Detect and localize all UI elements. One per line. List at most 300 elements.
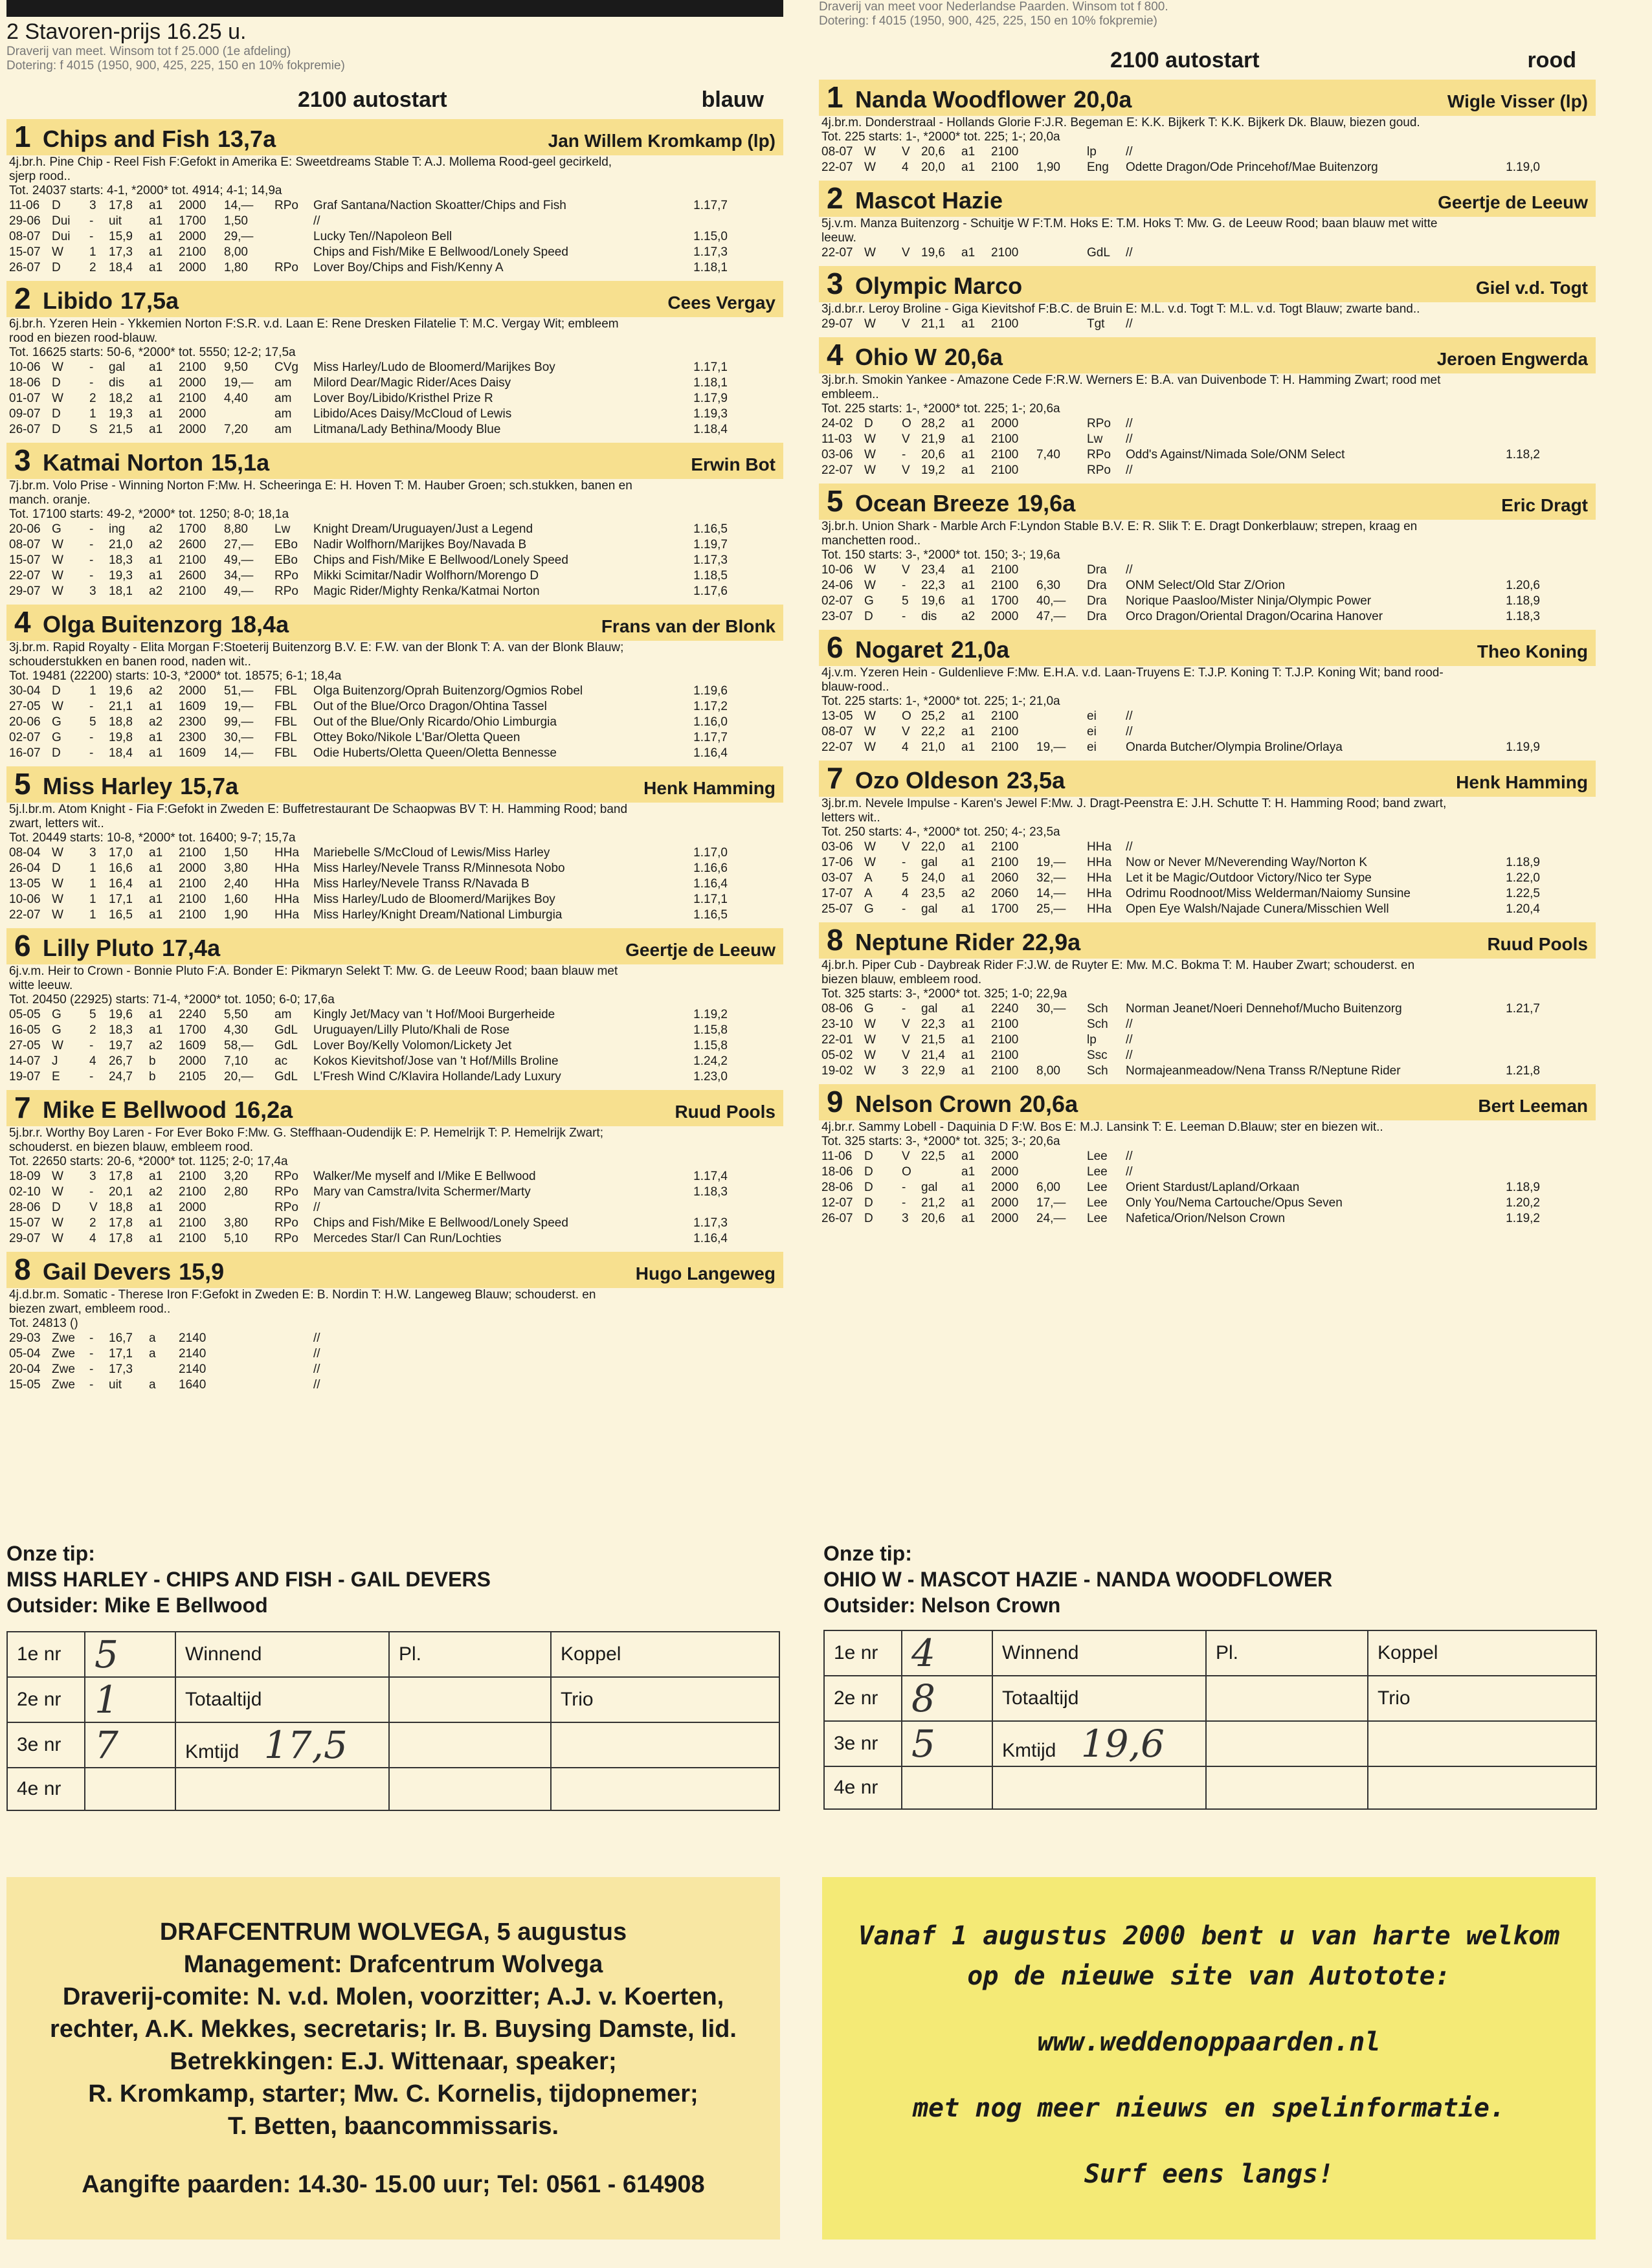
race-cell: 1.17,6 — [693, 584, 728, 598]
horse-name: Katmai Norton — [43, 449, 204, 476]
race-history — [6, 1331, 783, 1393]
race-cell: // — [1126, 246, 1133, 260]
race-cell: D — [864, 1212, 873, 1225]
race-cell: 2100 — [991, 856, 1019, 869]
race-cell — [1036, 709, 1087, 724]
race-cell: a1 — [961, 594, 976, 608]
race-cell: 21,0 — [109, 538, 133, 551]
race-cell: 2060 — [991, 871, 1019, 885]
race-cell: 2060 — [991, 887, 1019, 900]
race-cell: V — [902, 1049, 910, 1062]
race-row — [6, 1200, 783, 1216]
horse-number: 6 — [827, 630, 843, 664]
horse-number: 9 — [827, 1085, 843, 1118]
form-cell — [1368, 1766, 1596, 1809]
race-cell: HHa — [274, 877, 300, 891]
race-cell: 49,— — [224, 553, 254, 567]
race-cell: 1.19,0 — [1506, 161, 1540, 174]
race-cell: 2 — [89, 1216, 96, 1230]
horse-record: 21,0a — [951, 636, 1010, 663]
race-cell: 11-06 — [821, 1150, 853, 1163]
horse-record: 17,4a — [162, 935, 221, 961]
race-cell: O — [902, 709, 911, 723]
race-cell: RPo — [274, 261, 298, 274]
race-cell: a1 — [149, 553, 163, 567]
form-cell — [389, 1677, 551, 1722]
race-cell: 1,50 — [224, 214, 248, 228]
race-cell: 1700 — [991, 902, 1019, 916]
race-cell — [1036, 1048, 1087, 1063]
race-cell: 20-06 — [9, 715, 41, 729]
race-row — [819, 594, 1596, 609]
horse-record: 20,0a — [1073, 86, 1132, 113]
race-cell: gal — [921, 1181, 938, 1194]
race-cell — [1036, 317, 1087, 332]
race-cell: 1.19,7 — [693, 538, 728, 551]
form-cell — [1206, 1721, 1368, 1766]
race-cell: // — [1126, 725, 1133, 739]
race-cell: RPo — [274, 199, 298, 212]
race-cell: a — [149, 1347, 156, 1361]
race-cell: 2100 — [179, 1170, 206, 1183]
race-cell: FBL — [274, 731, 297, 744]
horse-entry — [819, 80, 1596, 175]
race-cell — [1462, 709, 1540, 724]
race-cell: 2100 — [179, 893, 206, 906]
race-cell: 21,2 — [921, 1196, 945, 1210]
race-history — [6, 845, 783, 923]
driver-name: Hugo Langeweg — [635, 1263, 776, 1284]
race-cell — [650, 214, 728, 229]
race-cell: - — [902, 1196, 906, 1210]
race-cell: 1 — [89, 877, 96, 891]
race-cell: 3,80 — [224, 1216, 248, 1230]
race-cell: HHa — [274, 893, 300, 906]
race-cell: 18,4 — [109, 746, 133, 760]
race-cell: 19,— — [224, 700, 254, 713]
race-cell: 29-03 — [9, 1331, 41, 1345]
race-cell: a1 — [961, 1002, 976, 1016]
race-cell: 2100 — [179, 908, 206, 922]
race-cell: W — [52, 877, 63, 891]
race-cell: 2300 — [179, 715, 206, 729]
race-row — [819, 871, 1596, 886]
race-row — [6, 715, 783, 730]
race-cell: 29-07 — [9, 584, 41, 598]
horse-header — [6, 1090, 783, 1126]
race-cell: CVg — [274, 361, 298, 374]
race-cell: - — [89, 361, 94, 374]
race-cell: 1.15,8 — [693, 1039, 728, 1052]
horse-info: manch. oranje. — [9, 493, 91, 507]
race-cell: 1.22,5 — [1506, 887, 1540, 900]
race-cell: Zwe — [52, 1378, 75, 1392]
tip-block-right — [823, 1540, 1332, 1618]
race-cell: W — [864, 579, 876, 592]
race-cell: 11-03 — [821, 432, 853, 446]
race-cell: Milord Dear/Magic Rider/Aces Daisy — [313, 376, 511, 390]
race-row — [819, 1063, 1596, 1079]
race-cell: HHa — [1087, 856, 1112, 869]
horse-name: Nanda Woodflower — [855, 86, 1066, 113]
race-row — [819, 1180, 1596, 1195]
race-cell: V — [902, 1150, 910, 1163]
race-cell: 1 — [89, 407, 96, 421]
race-cell: 32,— — [1036, 871, 1066, 885]
race-cell: a1 — [961, 563, 976, 577]
form-row-label: 1e nr — [824, 1630, 902, 1676]
race-cell: a1 — [961, 856, 976, 869]
outsider: Outsider: Nelson Crown — [823, 1594, 1061, 1617]
race-cell: 2000 — [179, 230, 206, 243]
race-cell: W — [864, 1033, 876, 1047]
race-cell: 21,9 — [921, 432, 945, 446]
race-cell — [224, 1346, 274, 1362]
race-history — [6, 522, 783, 599]
driver-name: Bert Leeman — [1478, 1096, 1588, 1116]
race-cell — [1462, 245, 1540, 261]
website-ad-box — [822, 1877, 1596, 2240]
race-cell: W — [864, 840, 876, 854]
race-cell: 2100 — [991, 448, 1019, 461]
race-cell — [224, 1200, 274, 1216]
race-history — [819, 1001, 1596, 1079]
horse-info: Tot. 325 starts: 3-, *2000* tot. 325; 1-0; 22,9a — [821, 987, 1067, 1001]
race-cell: 27-05 — [9, 1039, 41, 1052]
driver-name: Frans van der Blonk — [601, 616, 776, 636]
handwritten-km: 17,5 — [263, 1723, 348, 1767]
race-cell: Lw — [1087, 432, 1103, 446]
race-cell: W — [52, 1232, 63, 1245]
race-cell: O — [902, 1165, 911, 1179]
race-cell: am — [274, 392, 292, 405]
race-cell: 19,7 — [109, 1039, 133, 1052]
race-cell: - — [902, 579, 906, 592]
horse-name: Mike E Bellwood — [43, 1096, 227, 1123]
race-cell: - — [89, 1362, 94, 1376]
race-row — [6, 907, 783, 923]
horse-record: 20,6a — [1020, 1091, 1078, 1117]
race-cell: 1.19,2 — [1506, 1212, 1540, 1225]
race-cell: 1.20,4 — [1506, 902, 1540, 916]
race-cell: G — [864, 902, 874, 916]
race-cell: 1609 — [179, 1039, 206, 1052]
race-cell: 19,6 — [109, 684, 133, 698]
race-cell: 18-06 — [821, 1165, 853, 1179]
horse-info: sjerp rood.. — [9, 170, 71, 183]
race-cell: // — [1126, 417, 1133, 430]
race-cell: 1,90 — [224, 908, 248, 922]
race-cell: Odie Huberts/Oletta Queen/Oletta Bennesse — [313, 746, 557, 760]
horse-number: 7 — [14, 1091, 31, 1124]
race-cell: a1 — [149, 569, 163, 583]
race-history — [819, 562, 1596, 625]
horse-info: 4j.br.h. Piper Cub - Daybreak Rider F:J.W. de Ruyter E: Mw. M.C. Bokma T: M. Hauber Zwart; schouderst. en — [821, 959, 1415, 972]
race-cell: GdL — [274, 1039, 298, 1052]
race-cell: a1 — [149, 846, 163, 860]
horse-number: 7 — [827, 761, 843, 795]
race-cell: Miss Harley/Ludo de Bloomerd/Marijkes Boy — [313, 893, 555, 906]
race-cell: 2240 — [179, 1008, 206, 1021]
race-cell: 2100 — [179, 361, 206, 374]
race-cell: b — [149, 1054, 156, 1068]
race-row — [819, 1032, 1596, 1048]
race-cell: W — [52, 584, 63, 598]
race-cell — [650, 1200, 728, 1216]
race-cell: 22,3 — [921, 1017, 945, 1031]
race-cell: - — [89, 731, 94, 744]
race-row — [6, 198, 783, 214]
race-cell: J — [52, 1054, 58, 1068]
race-cell: 8,00 — [1036, 1064, 1060, 1078]
race-cell: 18,3 — [109, 553, 133, 567]
race-row — [819, 1149, 1596, 1164]
race-cell: D — [52, 407, 61, 421]
race-cell: 40,— — [1036, 594, 1066, 608]
race-cell: 3 — [89, 1170, 96, 1183]
horse-info: 4j.br.r. Sammy Lobell - Daquinia D F:W. Bos E: M.J. Lansink T: E. Leeman D.Blauw; ster en biezen wit.. — [821, 1120, 1383, 1134]
race-cell: 22-07 — [9, 569, 41, 583]
horse-number: 6 — [14, 929, 31, 962]
form-km-cell — [175, 1722, 389, 1768]
race-cell: V — [902, 563, 910, 577]
race-cell: - — [902, 610, 906, 623]
driver-name: Henk Hamming — [1456, 772, 1588, 792]
race-cell: D — [864, 1150, 873, 1163]
race-cell: 21,5 — [109, 423, 133, 436]
race-cell: a1 — [149, 361, 163, 374]
race-cell: a1 — [149, 392, 163, 405]
race-cell: 16-05 — [9, 1023, 41, 1037]
race-cell: 08-04 — [9, 846, 41, 860]
horse-info: 3j.br.h. Union Shark - Marble Arch F:Lyndon Stable B.V. E: R. Slik T: E. Dragt Donkerblauw; strepen, kraag en — [821, 520, 1418, 533]
race-cell: D — [52, 376, 61, 390]
race-cell: 20,1 — [109, 1185, 133, 1199]
race-cell: 08-07 — [9, 230, 41, 243]
race-cell: EBo — [274, 553, 298, 567]
ad-line: met nog meer nieuws en spelinformatie. — [912, 2093, 1506, 2123]
horse-header — [6, 928, 783, 964]
race-cell: 2100 — [991, 725, 1019, 739]
race-cell: a1 — [149, 230, 163, 243]
driver-name: Giel v.d. Togt — [1475, 278, 1588, 298]
race-cell: 17,8 — [109, 1216, 133, 1230]
horse-info: 6j.v.m. Heir to Crown - Bonnie Pluto F:A. Bonder E: Pikmaryn Selekt T: Mw. G. de Leeuw Rood; baan blauw met — [9, 964, 618, 978]
race-cell: Only You/Nema Cartouche/Opus Seven — [1126, 1196, 1343, 1210]
horse-entry — [6, 1090, 783, 1247]
race-cell: 2000 — [991, 417, 1019, 430]
horse-number: 5 — [827, 484, 843, 518]
race-cell: 2100 — [991, 161, 1019, 174]
race-cell: 14,— — [224, 199, 254, 212]
race-cell: Zwe — [52, 1362, 75, 1376]
race-row — [819, 317, 1596, 332]
horse-entry — [819, 266, 1596, 332]
race-row — [819, 886, 1596, 902]
race-cell: 3 — [89, 846, 96, 860]
race-cell: 1700 — [179, 1023, 206, 1037]
race-cell: Kokos Kievitshof/Jose van 't Hof/Mills Broline — [313, 1054, 559, 1068]
race-cell: 2100 — [991, 317, 1019, 331]
race-cell: a1 — [961, 709, 976, 723]
race-cell: 1.16,0 — [693, 715, 728, 729]
race-cell: a1 — [961, 448, 976, 461]
race-cell: 2000 — [179, 1054, 206, 1068]
race-cell: 28-06 — [821, 1181, 853, 1194]
race-cell: 5,50 — [224, 1008, 248, 1021]
race-cell: a1 — [149, 746, 163, 760]
race-row — [819, 724, 1596, 740]
race-cell: 1 — [89, 245, 96, 259]
race-cell: S — [89, 423, 98, 436]
horse-header — [6, 443, 783, 479]
race-cell — [1036, 432, 1087, 447]
race-cell: a2 — [149, 715, 163, 729]
race-row — [6, 1231, 783, 1247]
race-cell: 1.16,5 — [693, 908, 728, 922]
track-info-box — [6, 1877, 780, 2240]
race-cell: G — [52, 522, 61, 536]
race-cell: 15-07 — [9, 1216, 41, 1230]
race-cell: Zwe — [52, 1331, 75, 1345]
race-cell: V — [902, 840, 910, 854]
race-cell: 02-07 — [821, 594, 853, 608]
race-row — [819, 855, 1596, 871]
race-cell: 22,3 — [921, 579, 945, 592]
race-cell: Miss Harley/Ludo de Bloomerd/Marijkes Boy — [313, 361, 555, 374]
race-cell: - — [902, 1002, 906, 1016]
race-cell: HHa — [1087, 887, 1112, 900]
race-cell: 17,8 — [109, 1232, 133, 1245]
race-cell: 15,9 — [109, 230, 133, 243]
race-cell — [1462, 463, 1540, 478]
race-history — [6, 198, 783, 276]
race-cell: W — [864, 161, 876, 174]
form-cell — [551, 1722, 779, 1768]
race-row — [6, 1054, 783, 1069]
race-row — [819, 1195, 1596, 1211]
race-cell: - — [89, 569, 94, 583]
race-cell: 22,0 — [921, 840, 945, 854]
race-cell: - — [89, 1331, 94, 1345]
race-cell: D — [52, 199, 61, 212]
race-cell: RPo — [274, 1216, 298, 1230]
horse-header — [6, 1252, 783, 1288]
race-cell: 03-06 — [821, 840, 853, 854]
race-row — [6, 260, 783, 276]
form-cell — [175, 1768, 389, 1810]
race-row — [819, 839, 1596, 855]
race-history — [6, 1007, 783, 1085]
race-history — [6, 684, 783, 761]
race-cell: GdL — [1087, 246, 1110, 260]
race-cell: 25,— — [1036, 902, 1066, 916]
handwritten-pick: 8 — [902, 1676, 992, 1721]
horse-record: 17,5a — [120, 287, 179, 314]
race-cell: 2100 — [991, 1017, 1019, 1031]
race-cell: 8,80 — [224, 522, 248, 536]
race-cell: Ottey Boko/Nikole L'Bar/Oletta Queen — [313, 731, 520, 744]
race-cell: 1.17,0 — [693, 846, 728, 860]
race-cell: a1 — [961, 871, 976, 885]
race-cell: Dra — [1087, 579, 1107, 592]
horse-record: 15,9 — [179, 1258, 225, 1285]
race-cell: W — [864, 1049, 876, 1062]
race-cell: V — [902, 246, 910, 260]
race-cell: 02-10 — [9, 1185, 41, 1199]
race-cell: Mercedes Star/I Can Run/Lochties — [313, 1232, 502, 1245]
horse-info: Tot. 16625 starts: 50-6, *2000* tot. 5550; 12-2; 17,5a — [9, 346, 296, 359]
horse-info: 3j.d.br.r. Leroy Broline - Giga Kievitshof F:B.C. de Bruin E: M.L. v.d. Togt T: M.L. v.d. Togt Blauw; zwarte band.. — [821, 302, 1420, 316]
race-cell — [1036, 562, 1087, 578]
race-cell: a1 — [961, 1049, 976, 1062]
race-cell: V — [902, 432, 910, 446]
race-cell: 2100 — [179, 877, 206, 891]
race-cell: 2100 — [179, 584, 206, 598]
horse-entry — [6, 281, 783, 438]
race-cell: a1 — [149, 376, 163, 390]
race-cell: G — [864, 1002, 874, 1016]
race-cell — [224, 1362, 274, 1377]
race-cell: - — [89, 1185, 94, 1199]
race-cell: HHa — [1087, 840, 1112, 854]
horse-number: 3 — [14, 443, 31, 477]
race-cell: 1.17,1 — [693, 893, 728, 906]
horse-entry — [819, 484, 1596, 625]
horse-entry — [6, 766, 783, 923]
race-cell: a1 — [961, 317, 976, 331]
race-cell — [1036, 463, 1087, 478]
form-cell — [389, 1722, 551, 1768]
race-cell: 2000 — [179, 684, 206, 698]
race-cell: - — [89, 1070, 94, 1084]
race-cell: 1.19,9 — [1506, 740, 1540, 754]
race-cell: D — [52, 423, 61, 436]
horse-record: 19,6a — [1017, 490, 1076, 517]
driver-name: Eric Dragt — [1501, 495, 1588, 515]
race-cell: 2100 — [179, 245, 206, 259]
race-cell: a2 — [961, 887, 976, 900]
race-cell: 1.18,5 — [693, 569, 728, 583]
form-label: Trio — [1368, 1676, 1596, 1721]
horse-info: Tot. 250 starts: 4-, *2000* tot. 250; 4-; 23,5a — [821, 825, 1060, 839]
race-cell: 25-07 — [821, 902, 853, 916]
race-cell: b — [149, 1070, 156, 1084]
horse-info: 5j.v.m. Manza Buitenzorg - Schuitje W F:T.M. Hoks E: T.M. Hoks T: Mw. G. de Leeuw Rood; baan blauw met witte — [821, 217, 1438, 230]
form-label: Totaaltijd — [992, 1676, 1206, 1721]
race-cell: 5 — [902, 871, 909, 885]
race-row — [819, 1001, 1596, 1017]
driver-name: Ruud Pools — [1487, 934, 1588, 954]
race-cell: - — [89, 1378, 94, 1392]
horse-info: Tot. 225 starts: 1-, *2000* tot. 225; 1-; 21,0a — [821, 695, 1060, 708]
race-cell — [149, 1362, 179, 1377]
race-cell: 22,5 — [921, 1150, 945, 1163]
race-cell: 20,0 — [921, 161, 945, 174]
horse-info: schouderstukken en banen rood, naden wit.. — [9, 655, 251, 669]
race-cell: 2 — [89, 392, 96, 405]
form-label: Totaaltijd — [175, 1677, 389, 1722]
race-row — [6, 1038, 783, 1054]
race-cell: RPo — [274, 1185, 298, 1199]
race-row — [6, 245, 783, 260]
race-cell: 1.16,4 — [693, 1232, 728, 1245]
horse-info: Tot. 17100 starts: 49-2, *2000* tot. 1250; 8-0; 18,1a — [9, 507, 289, 521]
race-cell: V — [902, 317, 910, 331]
horse-entry — [819, 337, 1596, 478]
race-cell: A — [864, 887, 873, 900]
race-cell — [1462, 1017, 1540, 1032]
